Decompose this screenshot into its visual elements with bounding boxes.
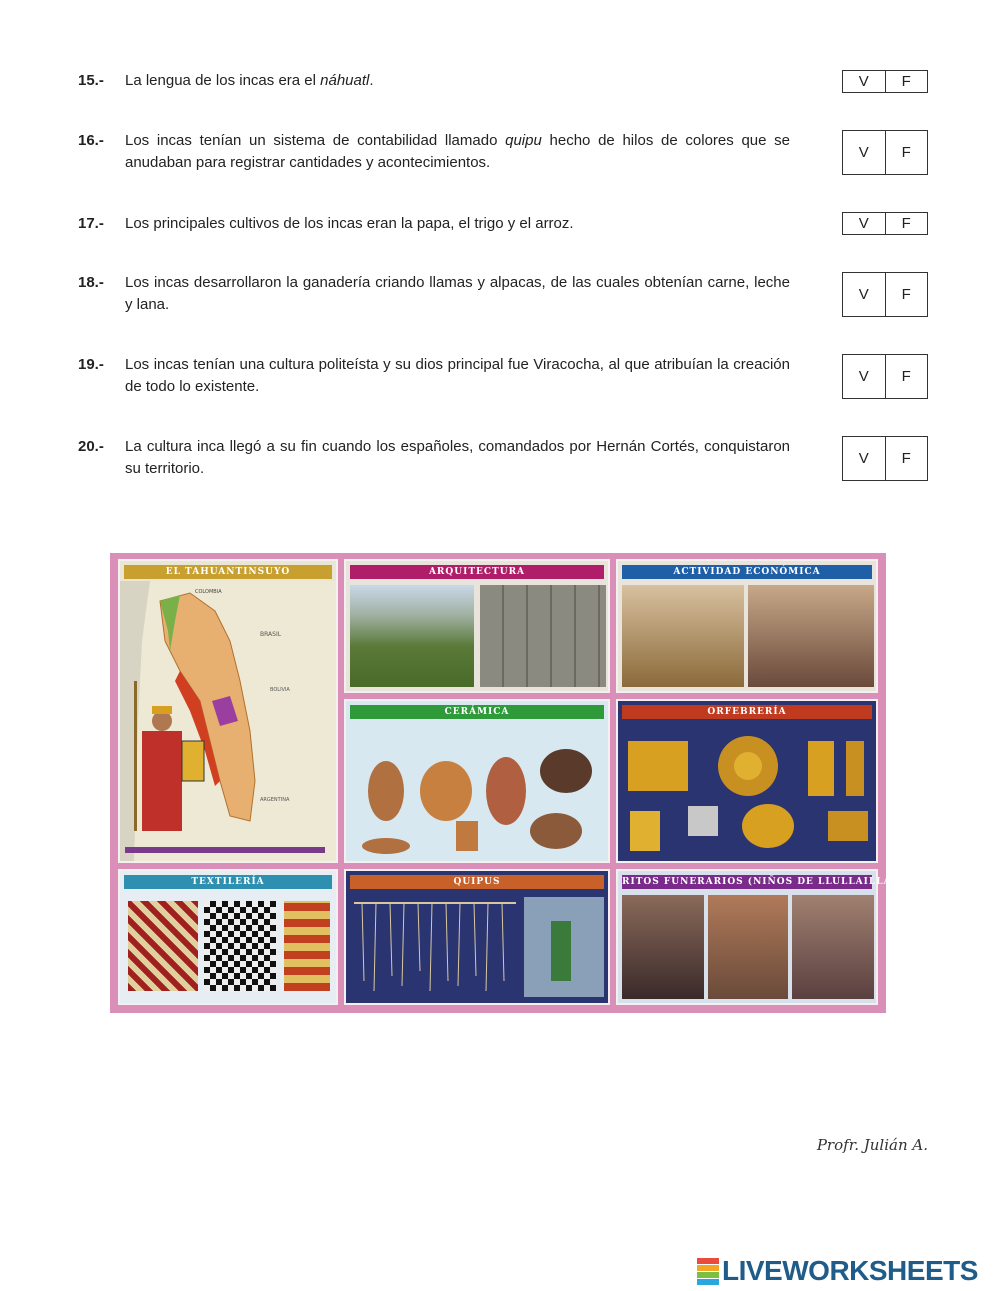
- liveworksheets-icon: [697, 1258, 719, 1284]
- true-option[interactable]: V: [858, 73, 869, 90]
- question-15: [78, 70, 790, 92]
- panel-title: CERÁMICA: [350, 705, 604, 719]
- question-text: Los incas tenían un sistema de contabilidad llamado quipu hecho de hilos de colores que se anudaban para registrar cantidades y acontecimientos.: [125, 132, 791, 171]
- false-option[interactable]: F: [885, 213, 928, 234]
- true-option[interactable]: V: [858, 450, 869, 467]
- mummy-photo-2: [708, 895, 788, 999]
- panel-title: EL TAHUANTINSUYO: [124, 565, 332, 579]
- vf-box-15: [842, 70, 928, 93]
- panel-title: ACTIVIDAD ECONÓMICA: [622, 565, 872, 579]
- question-text: Los principales cultivos de los incas eran la papa, el trigo y el arroz.: [125, 215, 574, 232]
- panel-ceramica: [344, 699, 610, 863]
- liveworksheets-logo: [697, 1256, 978, 1286]
- machu-picchu-photo: [350, 585, 474, 687]
- question-16: [78, 130, 790, 174]
- panel-ritos-funerarios: [616, 869, 914, 1005]
- gold-pieces: [618, 721, 876, 861]
- inca-culture-poster: [110, 553, 914, 1013]
- true-option[interactable]: V: [858, 286, 869, 303]
- question-20: [78, 436, 790, 480]
- panel-arquitectura: [344, 559, 610, 693]
- map-label-argentina: ARGENTINA: [260, 797, 290, 803]
- panel-title: ORFEBRERÍA: [622, 705, 872, 719]
- vf-box-20: [842, 436, 928, 481]
- textile-strip: [284, 901, 330, 991]
- weaving-illustration: [748, 585, 874, 687]
- vf-box-18: [842, 272, 928, 317]
- question-19: [78, 354, 790, 398]
- panel-tahuantinsuyo: [118, 559, 338, 863]
- panel-title: TEXTILERÍA: [124, 875, 332, 889]
- true-option[interactable]: V: [858, 215, 869, 232]
- panel-actividad-economica: [616, 559, 878, 693]
- question-text: Los incas desarrollaron la ganadería criando llamas y alpacas, de las cuales obtenían carne, leche y lana.: [125, 274, 790, 313]
- question-number: 18.-: [78, 274, 104, 291]
- question-text: Los incas tenían una cultura politeísta y su dios principal fue Viracocha, al que atribuían la creación de todo lo existente.: [125, 356, 790, 395]
- question-number: 15.-: [78, 72, 104, 89]
- stone-wall-photo: [480, 585, 606, 687]
- question-number: 16.-: [78, 132, 104, 149]
- question-number: 17.-: [78, 215, 104, 232]
- panel-title: QUIPUS: [350, 875, 604, 889]
- map-label-brasil: BRASIL: [260, 631, 282, 638]
- false-option[interactable]: F: [885, 273, 928, 316]
- quipu-illustration: [346, 891, 608, 1003]
- mummy-photo-3: [792, 895, 874, 999]
- question-number: 19.-: [78, 356, 104, 373]
- vf-box-19: [842, 354, 928, 399]
- question-18: [78, 272, 790, 316]
- false-option[interactable]: F: [885, 355, 928, 398]
- panel-orfebreria: [616, 699, 878, 863]
- vf-box-17: [842, 212, 928, 235]
- panel-title: RITOS FUNERARIOS (NIÑOS DE LLULLAILLACO): [622, 877, 914, 887]
- teacher-signature: Profr. Julián A.: [816, 1136, 928, 1154]
- panel-quipus: [344, 869, 610, 1005]
- panel-textileria: [118, 869, 338, 1005]
- map-label-colombia: COLOMBIA: [195, 589, 222, 595]
- map-illustration: [120, 581, 336, 861]
- brand-name: LIVEWORKSHEETS: [722, 1255, 978, 1286]
- question-text: La cultura inca llegó a su fin cuando los españoles, comandados por Hernán Cortés, conquistaron su territorio.: [125, 438, 790, 477]
- question-number: 20.-: [78, 438, 104, 455]
- false-option[interactable]: F: [885, 71, 928, 92]
- question-text: La lengua de los incas era el náhuatl.: [125, 72, 374, 89]
- true-option[interactable]: V: [858, 368, 869, 385]
- question-17: [78, 213, 790, 235]
- vf-box-16: [842, 130, 928, 175]
- ceramic-pieces: [346, 721, 608, 861]
- map-label-bolivia: BOLIVIA: [270, 687, 290, 693]
- mummy-photo-1: [622, 895, 704, 999]
- panel-title: ARQUITECTURA: [350, 565, 604, 579]
- textile-tunic-2: [204, 901, 276, 991]
- farming-illustration: [622, 585, 744, 687]
- false-option[interactable]: F: [885, 437, 928, 480]
- false-option[interactable]: F: [885, 131, 928, 174]
- textile-tunic-1: [128, 901, 198, 991]
- true-option[interactable]: V: [858, 144, 869, 161]
